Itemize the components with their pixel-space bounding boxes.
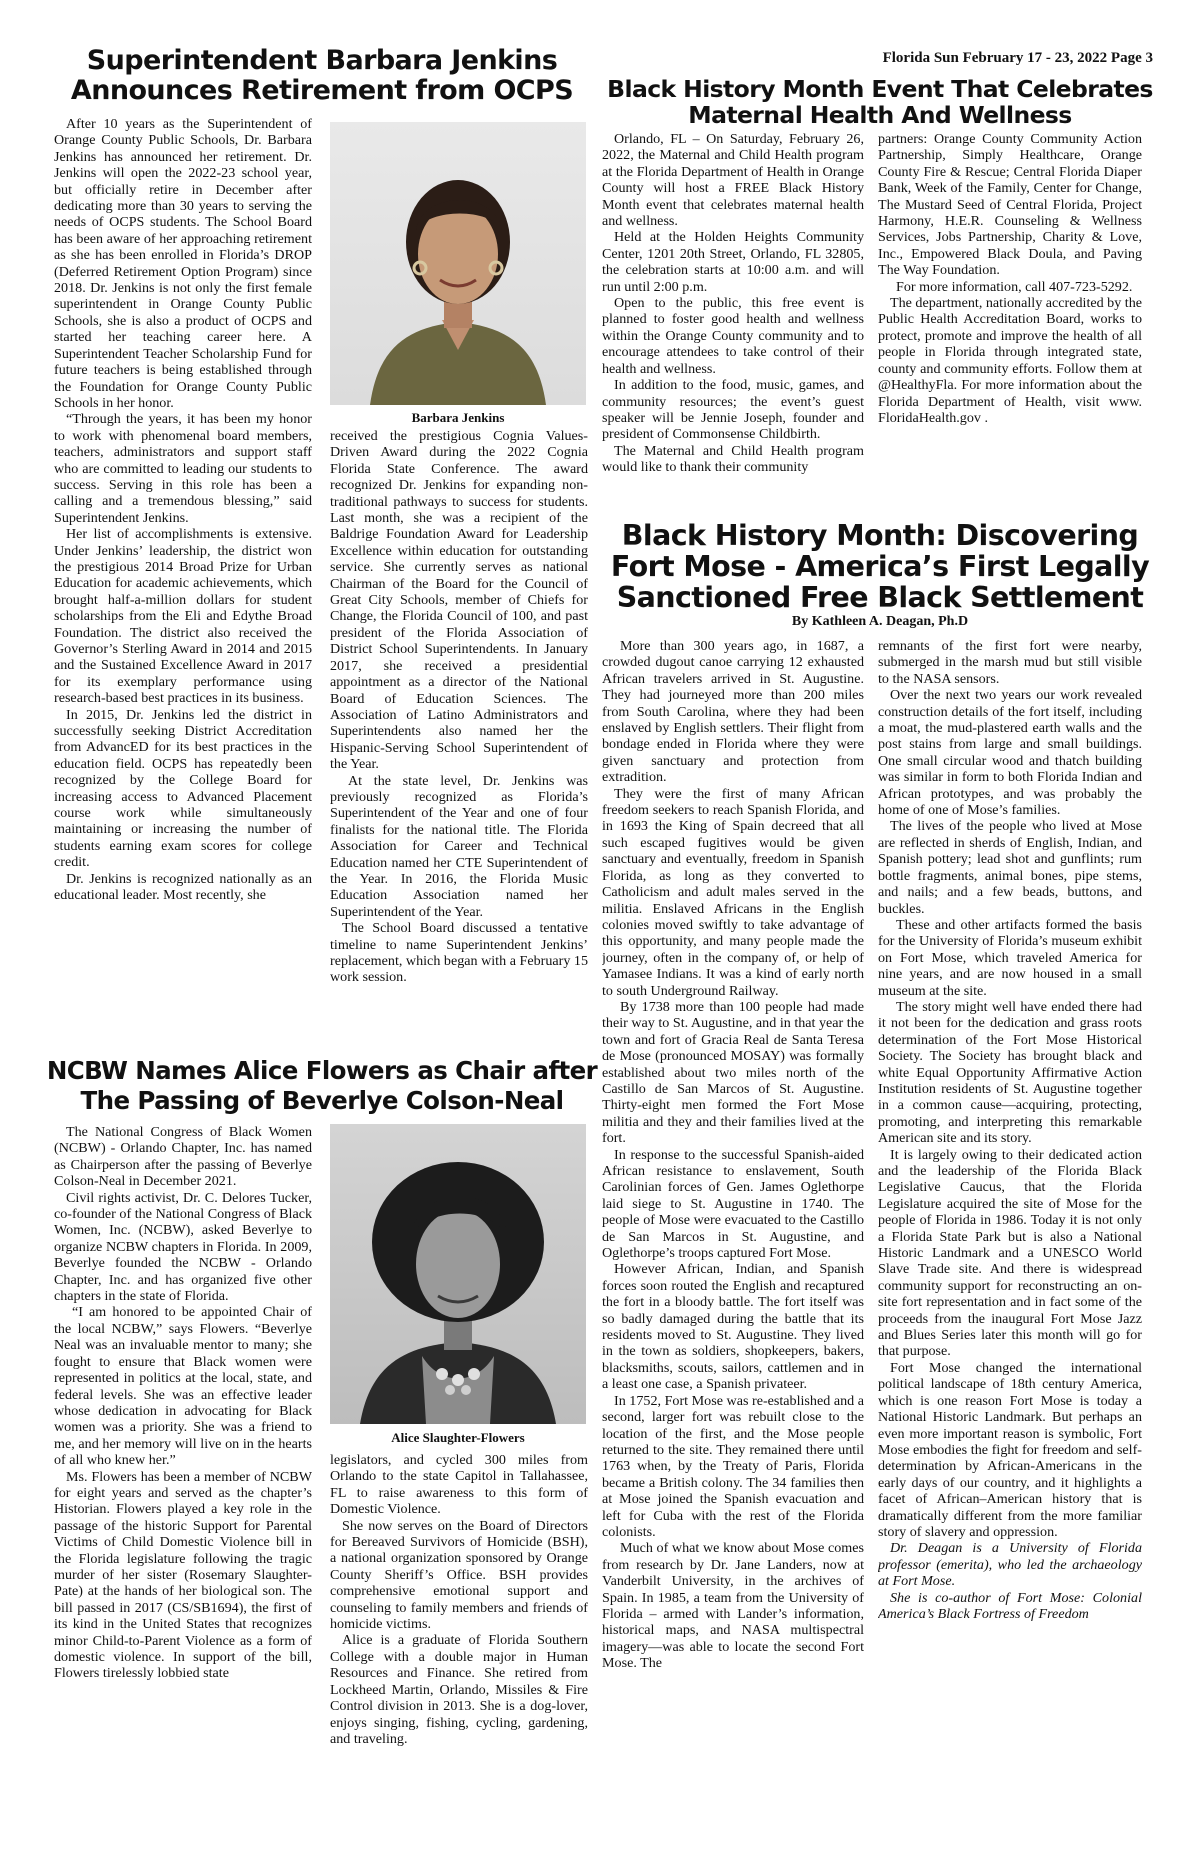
paragraph: The lives of the people who lived at Mose are reflected in sherds of English, Indian, and Spanish pottery; lead shot and gunflints; rum bottle fragments, animal bones, pipe stems, and nails; and a few beads, buttons, and buckles. <box>878 818 1142 917</box>
article1-headline-line1: Superintendent Barbara Jenkins <box>86 45 558 76</box>
article3-headline-line1: Black History Month: Discovering <box>621 519 1139 552</box>
article4-headline <box>44 1056 600 1116</box>
article1-photo-caption: Barbara Jenkins <box>411 410 505 425</box>
paragraph: Her list of accomplishments is extensive. Under Jenkins’ leadership, the district won the prestigious 2014 Broad Prize for Urban Education for academic achievements, which brought half-a-million dollars for student scholarships from the Eli and Edythe Broad Foundation. The district also received the Governor’s Sterling Award in 2014 and 2015 and the Sustained Excellence Award in 2017 for its exemplary performance using research-based best practices in its business. <box>54 526 312 707</box>
paragraph: Ms. Flowers has been a member of NCBW for eight years and served as the chapter’s Historian. Flowers played a key role in the passage of the historic Support for Parental Victims of Child Domestic Violence bill in the Florida legislature following the tragic murder of her sister (Rosemary Slaughter-Pate) at the hands of her biological son. The bill passed in 2017 (CS/SB1694), the first of its kind in the United States that recognizes minor Child-to-Parent Violence as a form of domestic violence. In support of the bill, Flowers tirelessly lobbied state <box>54 1468 312 1682</box>
paragraph: partners: Orange County Community Action Partnership, Simply Healthcare, Orange County Fire & Rescue; Central Florida Diaper Bank, Week of the Family, Center for Change, The Mustard Seed of Central Florida, Project Harmony, H.E.R. Counseling & Wellness Services, Jobs Partnership, Charity & Love, Inc., Empowered Black Doula, and Paving The Way Foundation. <box>878 131 1142 279</box>
paragraph: Much of what we know about Mose comes from research by Dr. Jane Landers, now at Vanderbilt University, in the archives of Spain. In 1985, a team from the University of Florida – armed with Lander’s information, historical maps, and NASA multispectral imagery—was able to locate the second Fort Mose. The <box>602 1540 864 1672</box>
page-folio: Florida Sun February 17 - 23, 2022 Page 3 <box>882 50 1153 66</box>
paragraph: By 1738 more than 100 people had made their way to St. Augustine, and in that year the town and fort of Gracia Real de Santa Teresa de Mose (pronounced MOSAY) was formally established about two miles north of the Castillo de San Marcos of St. Augustine. Thirty-eight men formed the Fort Mose militia and they and their families lived at the fort. <box>602 998 864 1147</box>
paragraph: Open to the public, this free event is planned to foster good health and wellness within the Orange County community and to encourage attendees to take control of their health and wellness. <box>602 295 864 377</box>
paragraph: Held at the Holden Heights Community Center, 1201 20th Street, Orlando, FL 32805, the celebration starts at 10:00 a.m. and will run until 2:00 p.m. <box>602 229 864 295</box>
author-note: Dr. Deagan is a University of Florida professor (emerita), who led the archaeology at Fort Mose. <box>878 1540 1142 1590</box>
author-note: She is co-author of Fort Mose: Colonial America’s Black Fortress of Freedom <box>878 1589 1142 1622</box>
article4-photo-caption: Alice Slaughter-Flowers <box>391 1430 525 1445</box>
paragraph: In 1752, Fort Mose was re-established and a second, larger fort was rebuilt close to the location of the first, and the Mose people returned to the site. They remained there until 1763 when, by the Treaty of Paris, Florida became a British colony. The 34 families then at Mose joined the Spanish evacuation and left for Cuba with the rest of the Florida colonists. <box>602 1392 864 1540</box>
paragraph: They were the first of many African freedom seekers to reach Spanish Florida, and in 1693 the King of Spain decreed that all such escaped fugitives would be given sanctuary and eventually, freedom in Spanish Florida, as long as they converted to Catholicism and adult males served in the militia. Enslaved Africans in the English colonies moved swiftly to take advantage of this opportunity, and many people made the journey, often in the company of, or help of Yamasee Indians. It was a kind of early north to south Underground Railway. <box>602 785 864 999</box>
paragraph: remnants of the first fort were nearby, submerged in the marsh mud but still visible to the NASA sensors. <box>878 638 1142 687</box>
paragraph: Fort Mose changed the international political landscape of 18th century America, which is one reason Fort Mose is today a National Historic Landmark. But perhaps an even more important reason is symbolic, Fort Mose embodies the fight for freedom and self-determination by African-Americans in the early days of our country, and it highlights a facet of African–American history that is dramatically different from the more familiar story of slavery and oppression. <box>878 1359 1142 1540</box>
article2-headline-line2: Maternal Health And Wellness <box>688 101 1072 129</box>
paragraph: She now serves on the Board of Directors for Bereaved Survivors of Homicide (BSH), a national organization sponsored by Orange County Sheriff’s Office. BSH provides comprehensive emotional support and counseling to family members and friends of homicide victims. <box>330 1517 588 1633</box>
article4-headline-line2: The Passing of Beverlye Colson-Neal <box>80 1086 564 1115</box>
paragraph: received the prestigious Cognia Values-Driven Award during the 2022 Cognia Florida State Conference. The award recognized Dr. Jenkins for expanding non-traditional pathways to success for students. Last month, she was a recipient of the Baldrige Foundation Award for Leadership Excellence within education for outstanding service. She currently serves as national Chairman of the Board for the Council of Great City Schools, member of Chiefs for Change, the Florida Council of 100, and past president of the Florida Association of District School Superintendents. In January 2017, she received a presidential appointment as a director of the National Board of Education Sciences. The Association of Latino Administrators and Superintendents also named her the Hispanic-Serving School Superintendent of the Year. <box>330 428 588 773</box>
article1-column2 <box>330 428 588 1048</box>
paragraph: In response to the successful Spanish-aided African resistance to enslavement, South Carolinian forces of Gen. James Oglethorpe laid siege to St. Augustine in 1740. The people of Mose were evacuated to the Castillo de San Marcos in St. Augustine, and Oglethorpe’s troops captured Fort Mose. <box>602 1146 864 1262</box>
portrait-illustration <box>330 122 586 405</box>
article3-column2 <box>878 638 1142 1818</box>
paragraph: More than 300 years ago, in 1687, a crowded dugout canoe carrying 12 exhausted African travelers arrived in St. Augustine. They had journeyed more than 200 miles from South Carolina, where they had been enslaved by English settlers. Their flight from bondage ended in Florida where they were given sanctuary and protection from extradition. <box>602 638 864 786</box>
article2-headline-line1: Black History Month Event That Celebrates <box>607 75 1153 103</box>
paragraph: “Through the years, it has been my honor to work with phenomenal board members, teachers, administrators and support staff who are committed to leading our students to success. Serving in this role has been a calling and a tremendous blessing,” said Superintendent Jenkins. <box>54 411 312 526</box>
paragraph: In addition to the food, music, games, and community resources; the event’s guest speaker will be Jennie Joseph, founder and president of Commonsense Childbirth. <box>602 377 864 443</box>
barbara-jenkins-photo <box>330 122 586 405</box>
paragraph: Dr. Jenkins is recognized nationally as an educational leader. Most recently, she <box>54 870 312 904</box>
paragraph: The story might well have ended there had it not been for the dedication and grass roots determination of the Fort Mose Historical Society. The Society has brought black and white Equal Opportunity Affirmative Action Institution residents of St. Augustine together in a common cause—acquiring, protecting, promoting, and interpreting this remarkable American site and its story. <box>878 998 1142 1147</box>
paragraph: Over the next two years our work revealed construction details of the fort itself, including a moat, the mud-plastered earth walls and the post stains from large and small buildings. One small circular wood and thatch building was similar in form to both Florida Indian and African prototypes, and was probably the home of one of Mose’s families. <box>878 687 1142 819</box>
article2-headline <box>600 76 1160 128</box>
article3-headline <box>600 520 1160 613</box>
paragraph: The Maternal and Child Health program would like to thank their community <box>602 442 864 476</box>
article3-column1 <box>602 638 864 1818</box>
paragraph: legislators, and cycled 300 miles from Orlando to the state Capitol in Tallahassee, FL to raise awareness to this form of Domestic Violence. <box>330 1452 588 1518</box>
alice-slaughter-flowers-photo <box>330 1124 586 1424</box>
article3-headline-line3: Sanctioned Free Black Settlement <box>616 581 1144 614</box>
paragraph: However African, Indian, and Spanish forces soon routed the English and recaptured the fort in a bloody battle. The fort itself was so badly damaged during the battle that its residents moved to St. Augustine. They lived in the town as soldiers, shopkeepers, bakers, blacksmiths, scouts, sailors, cattlemen and in a least one case, a Spanish privateer. <box>602 1261 864 1393</box>
article2-column2 <box>878 131 1142 521</box>
article3-headline-line2: Fort Mose - America’s First Legally <box>610 550 1150 583</box>
article4-column1 <box>54 1124 312 1834</box>
article1-column1 <box>54 116 312 1046</box>
paragraph: These and other artifacts formed the basis for the University of Florida’s museum exhibit on Fort Mose, which traveled America for nine years, and are now housed in a small museum at the site. <box>878 916 1142 999</box>
portrait-illustration <box>330 1124 586 1424</box>
article4-column2 <box>330 1452 588 1834</box>
paragraph: It is largely owing to their dedicated action and the leadership of the Florida Black Legislative Caucus, that the Florida Legislature acquired the site of Mose for the people of Florida in 1986. Today it is not only a Florida State Park but is also a National Historic Landmark and a UNESCO World Slave Trade site. And there is widespread community support for reconstructing an on-site fort representation and in fact some of the proceeds from the inaugural Fort Mose Jazz and Blues Series later this month will go for that purpose. <box>878 1146 1142 1360</box>
paragraph: After 10 years as the Superintendent of Orange County Public Schools, Dr. Barbara Jenkins has announced her retirement. Dr. Jenkins will open the 2022-23 school year, but officially retire in December after dedicating more than 30 years to serving the needs of OCPS students. The School Board has been aware of her approaching retirement as she has been enrolled in Florida’s DROP (Deferred Retirement Option Program) since 2018. Dr. Jenkins is not only the first female superintendent in Orange County Public Schools, she is also a product of OCPS and started her teaching career here. A Superintendent Teacher Scholarship Fund for future teachers is being established through the Foundation for Orange County Public Schools in her honor. <box>54 116 312 411</box>
paragraph: At the state level, Dr. Jenkins was previously recognized as Florida’s Superintendent of the Year and one of four finalists for the national title. The Florida Association for Career and Technical Education named her CTE Superintendent of the Year. In 2016, the Florida Music Education Association named her Superintendent of the Year. <box>330 772 588 920</box>
paragraph: For more information, call 407-723-5292. <box>896 278 1133 295</box>
article4-headline-line1: NCBW Names Alice Flowers as Chair after <box>46 1056 598 1085</box>
paragraph: Alice is a graduate of Florida Southern College with a double major in Human Resources and Finance. She retired from Lockheed Martin, Orlando, Missiles & Fire Control division in 2013. She is a dog-lover, enjoys singing, fishing, cycling, gardening, and traveling. <box>330 1632 588 1747</box>
paragraph: The School Board discussed a tentative timeline to name Superintendent Jenkins’ replacement, which began with a February 15 work session. <box>330 920 588 986</box>
paragraph: The National Congress of Black Women (NCBW) - Orlando Chapter, Inc. has named as Chairperson after the passing of Beverlye Colson-Neal in December 2021. <box>54 1124 312 1190</box>
article1-headline-line2: Announces Retirement from OCPS <box>70 75 574 106</box>
paragraph: “I am honored to be appointed Chair of the local NCBW,” says Flowers. “Beverlye Neal was an invaluable mentor to many; she fought to ensure that Black women were represented in politics at the local, state, and federal levels. She was an effective leader whose dedication in advocating for Black women was a priority. She was a friend to me, and her memory will live on in the hearts of all who knew her.” <box>54 1304 312 1469</box>
paragraph: In 2015, Dr. Jenkins led the district in successfully seeking District Accreditation from AdvancED for its best practices in the education field. OCPS has repeatedly been recognized by the College Board for increasing access to Advanced Placement course work while simultaneously maintaining or increasing the number of students earning exam scores for college credit. <box>54 706 312 871</box>
article1-headline <box>56 46 588 106</box>
paragraph: Orlando, FL – On Saturday, February 26, 2022, the Maternal and Child Health program at the Florida Department of Health in Orange County will host a FREE Black History Month event that celebrates maternal health and wellness. <box>602 131 864 230</box>
paragraph: Civil rights activist, Dr. C. Delores Tucker, co-founder of the National Congress of Black Women, Inc. (NCBW), asked Beverlye to organize NCBW chapters in Florida. In 2009, Beverlye founded the NCBW - Orlando Chapter, Inc. and has organized five other chapters in the state of Florida. <box>54 1189 312 1305</box>
article2-column1 <box>602 131 864 521</box>
article3-byline: By Kathleen A. Deagan, Ph.D <box>791 614 969 629</box>
paragraph: The department, nationally accredited by the Public Health Accreditation Board, works to protect, promote and improve the health of all people in Florida through integrated state, county and community efforts. Follow them at @HealthyFla. For more information about the Florida Department of Health, visit www. FloridaHealth.gov . <box>878 295 1142 426</box>
